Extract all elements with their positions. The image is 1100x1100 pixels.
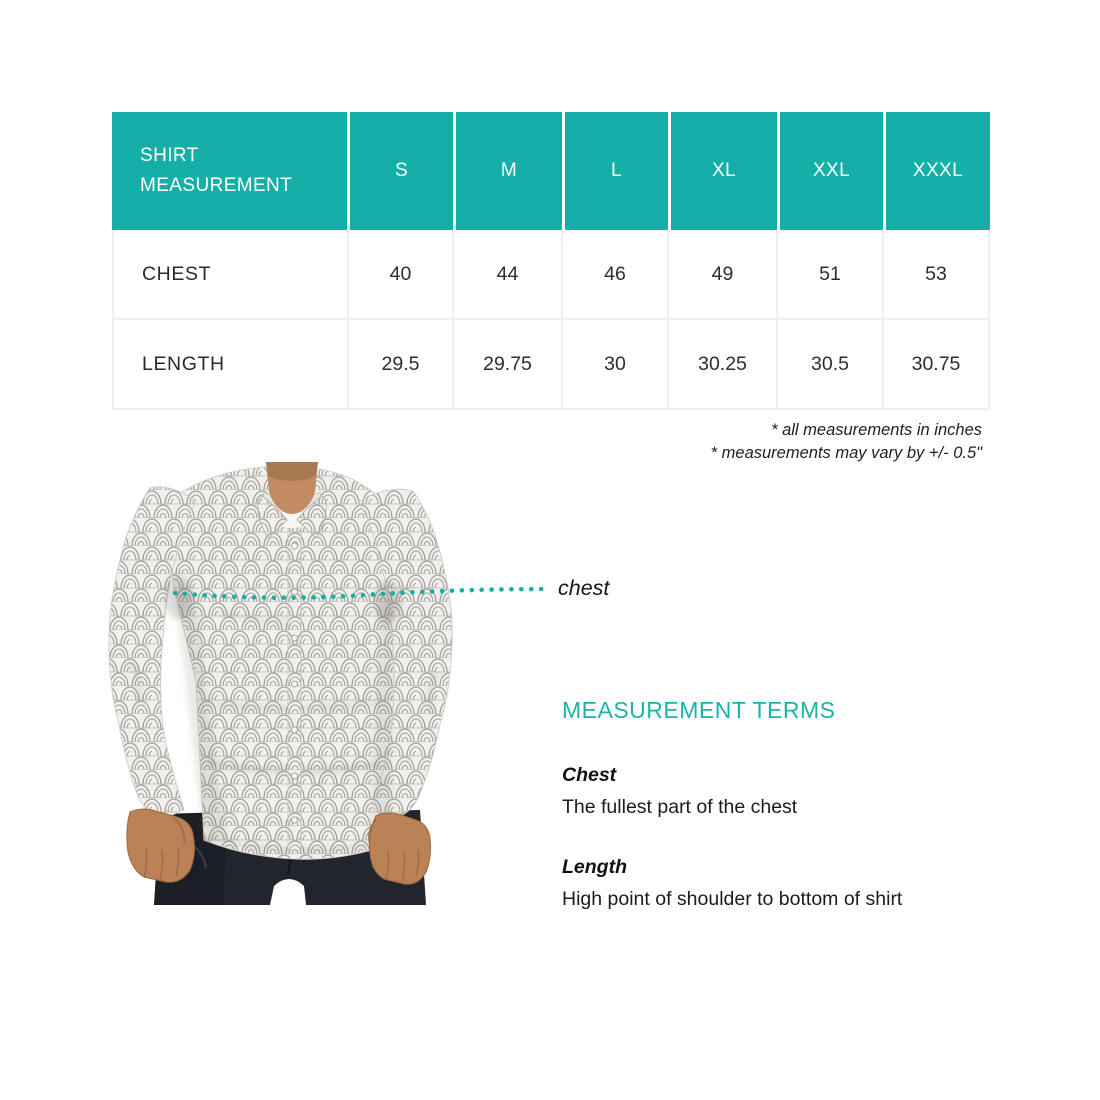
button-placket bbox=[288, 520, 301, 850]
chest-value-xxxl: 53 bbox=[882, 230, 988, 318]
term-chest bbox=[562, 764, 1002, 819]
shirt-model-illustration bbox=[108, 462, 456, 908]
length-value-xxxl: 30.75 bbox=[882, 320, 988, 408]
row-label-chest: CHEST bbox=[114, 230, 347, 318]
length-value-xxl: 30.5 bbox=[776, 320, 882, 408]
chest-dotted-line bbox=[170, 580, 555, 606]
chest-value-xxl: 51 bbox=[776, 230, 882, 318]
shirt-button bbox=[292, 773, 298, 779]
note-variance: * measurements may vary by +/- 0.5" bbox=[710, 444, 982, 462]
length-value-s: 29.5 bbox=[347, 320, 452, 408]
size-header-xxl: XXL bbox=[777, 112, 883, 230]
chest-value-l: 46 bbox=[561, 230, 667, 318]
measurement-terms-section bbox=[562, 697, 1002, 911]
table-row-chest bbox=[114, 230, 988, 318]
size-header-s: S bbox=[347, 112, 453, 230]
shirt-button bbox=[292, 543, 298, 549]
size-table-body bbox=[112, 230, 990, 410]
length-value-xl: 30.25 bbox=[667, 320, 776, 408]
term-chest-definition: The fullest part of the chest bbox=[562, 796, 798, 818]
chest-value-xl: 49 bbox=[667, 230, 776, 318]
term-chest-name: Chest bbox=[562, 764, 617, 786]
chest-value-s: 40 bbox=[347, 230, 452, 318]
row-label-length: LENGTH bbox=[114, 320, 347, 408]
size-header-xl: XL bbox=[668, 112, 777, 230]
chest-value-m: 44 bbox=[452, 230, 561, 318]
term-length-name: Length bbox=[562, 856, 627, 878]
neck-and-collar bbox=[258, 462, 327, 538]
note-inches: * all measurements in inches bbox=[771, 421, 982, 439]
size-header-l: L bbox=[562, 112, 668, 230]
table-row-length bbox=[114, 318, 988, 408]
size-table-header-row bbox=[112, 112, 990, 230]
left-hand bbox=[127, 809, 195, 882]
size-header-m: M bbox=[453, 112, 562, 230]
shirt-button bbox=[292, 817, 298, 823]
right-hand bbox=[369, 813, 431, 884]
length-value-l: 30 bbox=[561, 320, 667, 408]
size-table bbox=[112, 112, 990, 410]
term-length bbox=[562, 856, 1002, 911]
size-header-xxxl: XXXL bbox=[883, 112, 990, 230]
chest-callout-label: chest bbox=[558, 576, 610, 600]
shirt-button bbox=[292, 635, 298, 641]
shirt-button bbox=[292, 681, 298, 687]
length-value-m: 29.75 bbox=[452, 320, 561, 408]
measurement-notes bbox=[711, 419, 982, 465]
shirt-button bbox=[292, 727, 298, 733]
term-length-definition: High point of shoulder to bottom of shirt bbox=[562, 888, 903, 910]
table-header-label: SHIRT MEASUREMENT bbox=[112, 112, 347, 230]
terms-heading: MEASUREMENT TERMS bbox=[562, 697, 836, 723]
